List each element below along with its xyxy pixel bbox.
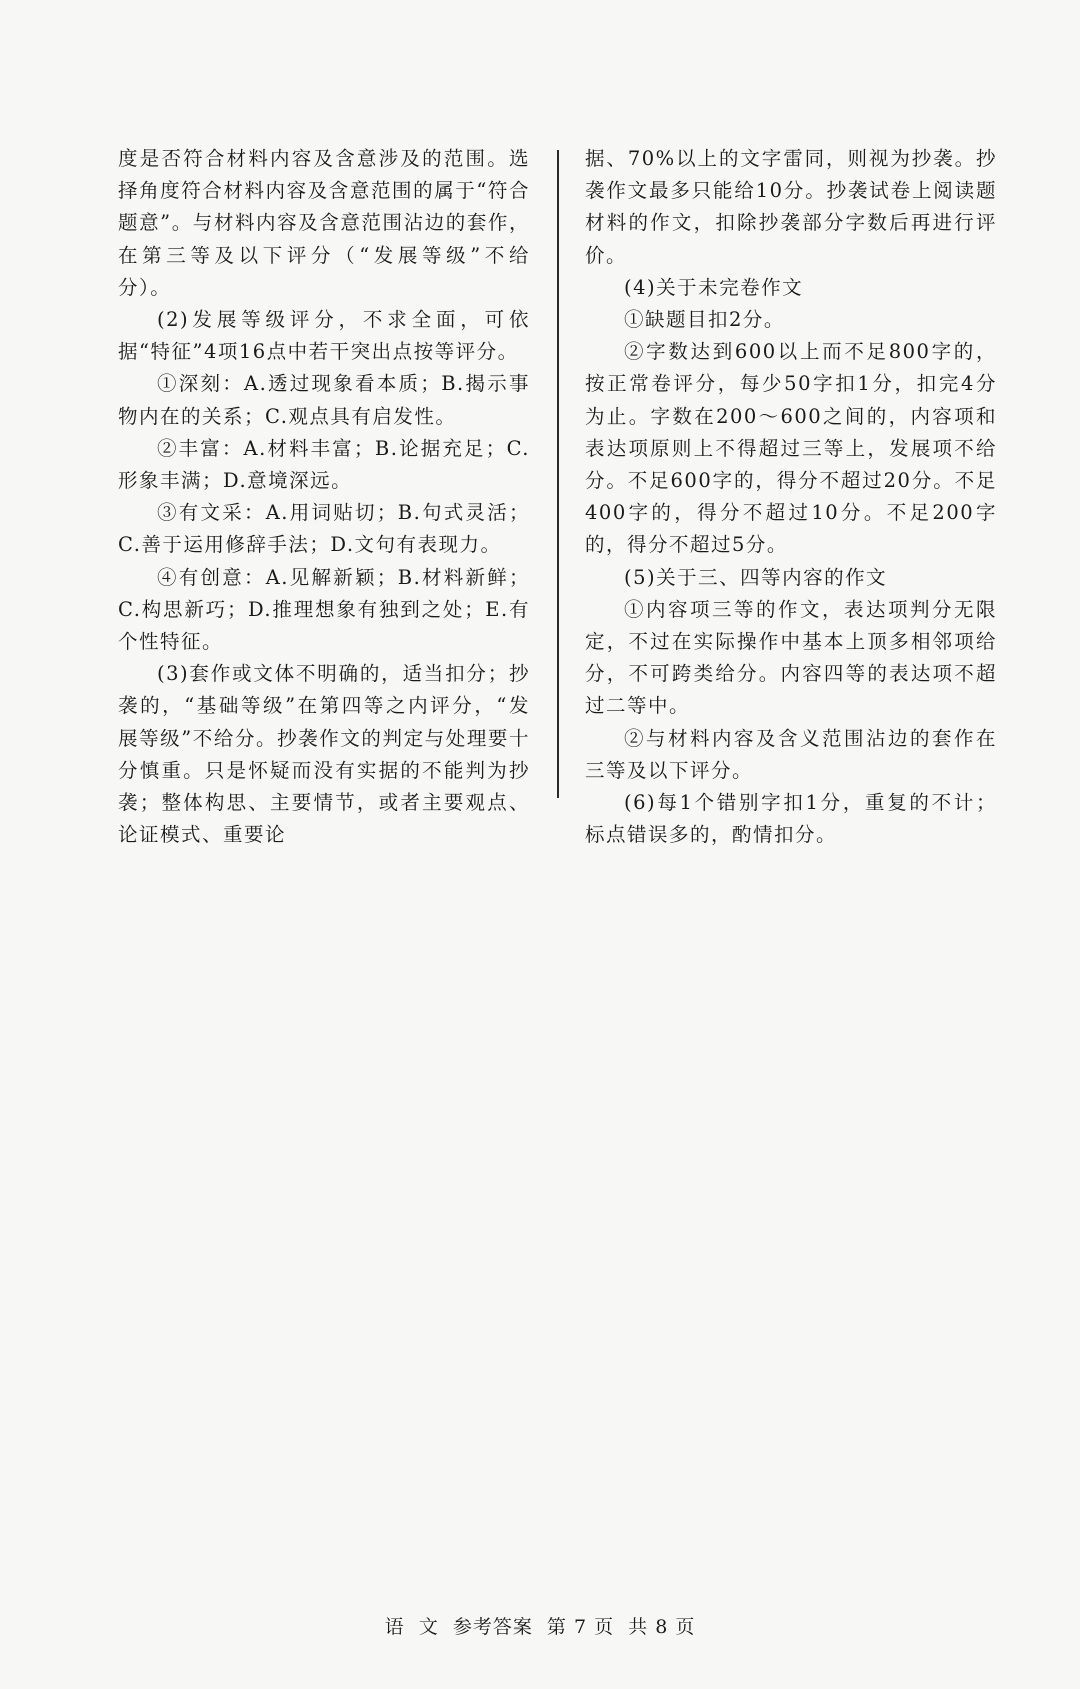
paragraph: ①缺题目扣2分。 — [624, 308, 785, 332]
paragraph: ②与材料内容及含义范围沾边的套作在三等及以下评分。 — [585, 726, 997, 782]
paragraph: ④有创意：A.见解新颖；B.材料新鲜；C.构思新巧；D.推理想象有独到之处；E.有个性特征。 — [118, 565, 530, 654]
paragraph: (2)发展等级评分，不求全面，可依据“特征”4项16点中若干突出点按等评分。 — [118, 308, 530, 364]
paragraph: 据、70%以上的文字雷同，则视为抄袭。抄袭作文最多只能给10分。抄袭试卷上阅读题材料的作文，扣除抄袭部分字数后再进行评价。 — [585, 147, 997, 267]
left-column — [118, 143, 530, 851]
paragraph: ③有文采：A.用词贴切；B.句式灵活；C.善于运用修辞手法；D.文句有表现力。 — [118, 501, 530, 557]
paragraph: ①内容项三等的作文，表达项判分无限定，不过在实际操作中基本上顶多相邻项给分，不可跨类给分。内容四等的表达项不超过二等中。 — [585, 597, 997, 718]
paragraph: ②丰富：A.材料丰富；B.论据充足；C.形象丰满；D.意境深远。 — [118, 436, 530, 493]
paragraph: (3)套作或文体不明确的，适当扣分；抄袭的，“基础等级”在第四等之内评分，“发展等级”不给分。抄袭作文的判定与处理要十分慎重。只是怀疑而没有实据的不能判为抄袭；整体构思、主要情节，或者主要观点、论证模式、重要论 — [118, 662, 530, 847]
paragraph: (6)每1个错别字扣1分，重复的不计；标点错误多的，酌情扣分。 — [585, 791, 997, 847]
page-footer: 语 文 参考答案 第 7 页 共 8 页 — [384, 1616, 696, 1638]
column-divider — [557, 150, 559, 798]
paragraph: (4)关于未完卷作文 — [624, 275, 804, 299]
paragraph: ①深刻：A.透过现象看本质；B.揭示事物内在的关系；C.观点具有启发性。 — [118, 372, 530, 428]
right-column — [585, 143, 997, 851]
paragraph: ②字数达到600以上而不足800字的，按正常卷评分，每少50字扣1分，扣完4分为止。字数在200～600之间的，内容项和表达项原则上不得超过三等上，发展项不给分。不足600字的，得分不超过20分。不足400字的，得分不超过10分。不足200字的，得分不超过5分。 — [585, 340, 997, 557]
paragraph: (5)关于三、四等内容的作文 — [624, 565, 888, 589]
paragraph: 度是否符合材料内容及含意涉及的范围。选择角度符合材料内容及含意范围的属于“符合题意”。与材料内容及含意范围沾边的套作，在第三等及以下评分（“发展等级”不给分）。 — [118, 147, 530, 299]
